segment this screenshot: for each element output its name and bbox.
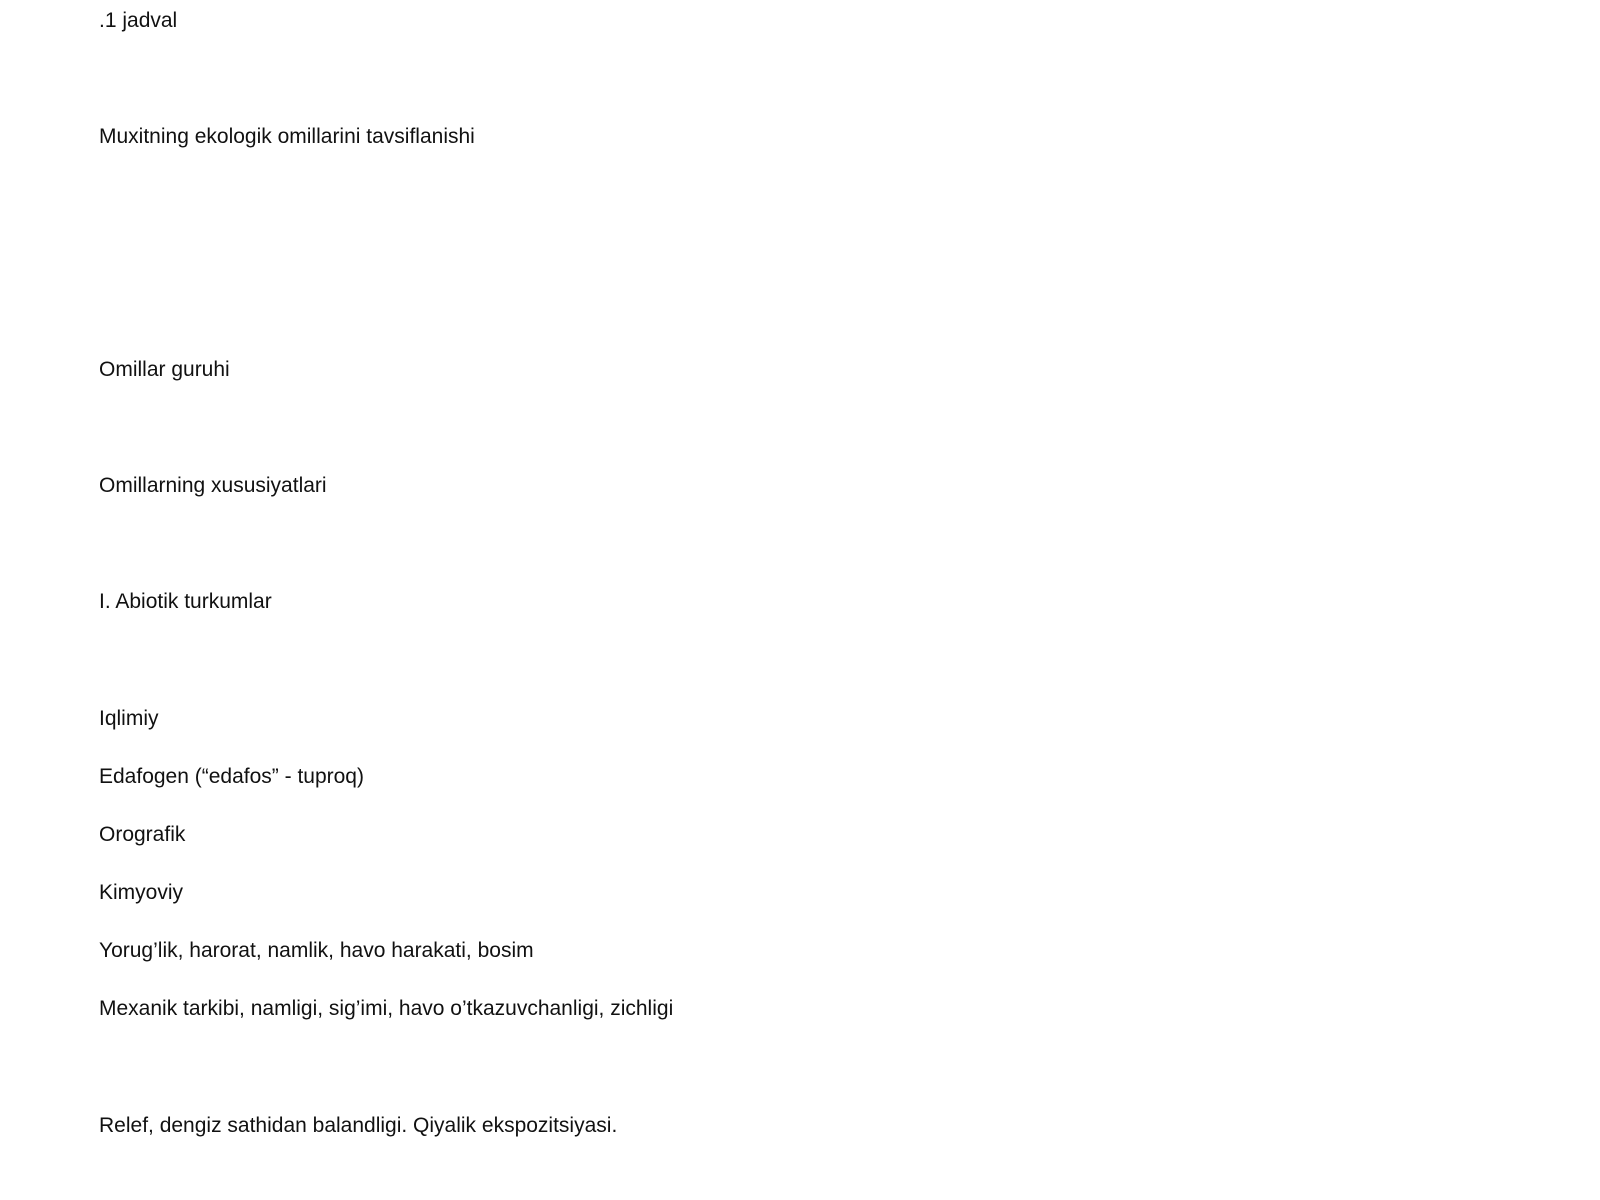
row-climatic-properties: Yorug’lik, harorat, namlik, havo harakati, bosim [99,939,534,962]
row-edaphogenic-properties: Mexanik tarkibi, namligi, sig’imi, havo o’tkazuvchanligi, zichligi [99,997,674,1020]
row-orographic: Orografik [99,823,186,846]
table-title: Muxitning ekologik omillarini tavsiflanishi [99,125,475,148]
header-factor-group: Omillar guruhi [99,358,230,381]
row-orographic-properties: Relef, dengiz sathidan balandligi. Qiyalik ekspozitsiyasi. [99,1114,618,1137]
section-abiotic: I. Abiotik turkumlar [99,590,272,613]
row-chemical: Kimyoviy [99,881,184,904]
header-factor-properties: Omillarning xususiyatlari [99,474,327,497]
table-caption: .1 jadval [99,9,178,32]
row-edaphogenic: Edafogen (“edafos” - tuproq) [99,765,364,788]
row-climatic: Iqlimiy [99,707,159,730]
